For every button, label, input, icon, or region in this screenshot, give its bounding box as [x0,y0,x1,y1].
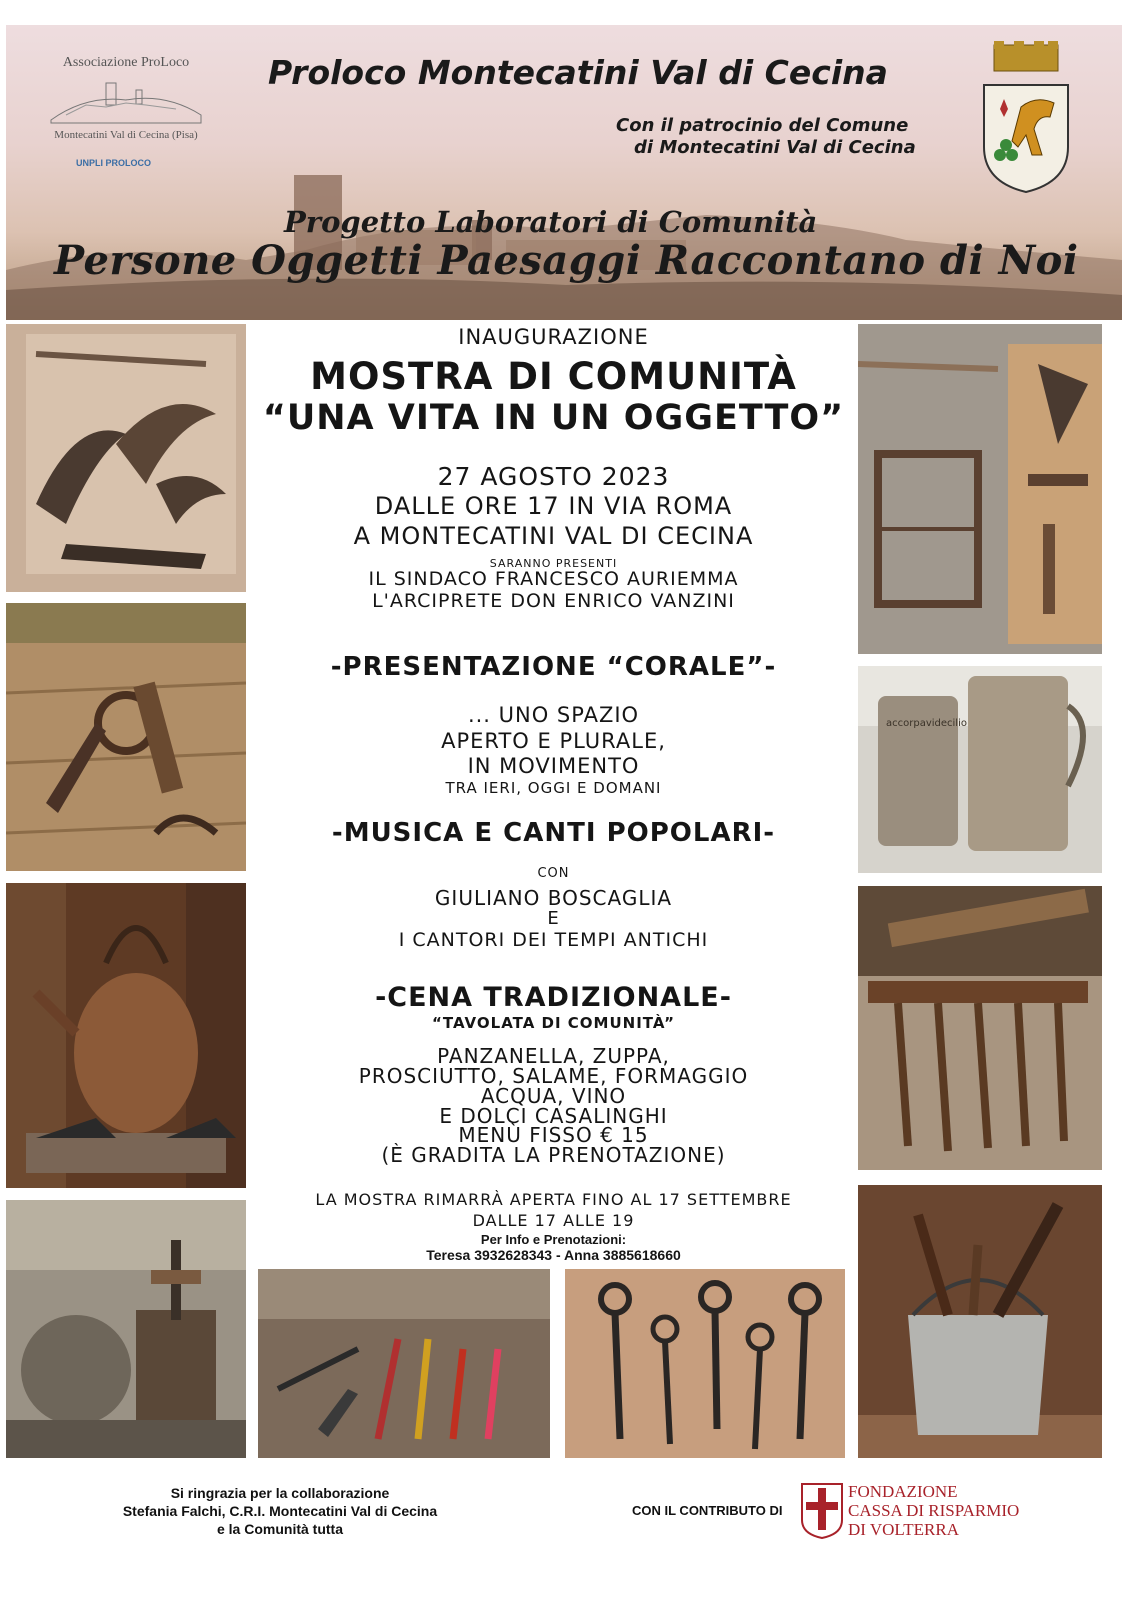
municipal-crest-icon [976,37,1076,197]
photo-hand-tools [258,1269,550,1458]
event-subtitle: “UNA VITA IN UN OGGETTO” [262,398,845,438]
thanks-line-1: Si ringrazia per la collaborazione [170,1485,390,1501]
menu-line-4: E DOLCI CASALINGHI [439,1104,668,1128]
fondazione-logo [800,1482,1050,1540]
menu-price: MENÙ FISSO € 15 [458,1123,649,1147]
event-town: A MONTECATINI VAL DI CECINA [353,522,754,550]
menu-line-2: PROSCIUTTO, SALAME, FORMAGGIO [358,1064,749,1088]
musica-with: CON [537,866,570,881]
photo-wine-press [6,1200,246,1458]
page-title: Proloco Montecatini Val di Cecina [268,53,888,92]
fondazione-line-1: FONDAZIONE [848,1482,958,1501]
photo-iron-tools-table [6,603,246,871]
photo-pewter-mugs [858,666,1102,873]
menu-line-1: PANZANELLA, ZUPPA, [437,1044,670,1068]
contacts-phones: Teresa 3932628343 - Anna 3885618660 [426,1247,681,1263]
cena-heading: -CENA TRADIZIONALE- [375,982,732,1013]
mug-inscription: accorpavidecilio [886,718,967,729]
header-banner [6,25,1122,320]
musica-heading: -MUSICA E CANTI POPOLARI- [331,818,776,848]
photo-saws-wall [858,324,1102,654]
musica-artist-1: GIULIANO BOSCAGLIA [434,886,673,910]
corale-line-1: ... UNO SPAZIO [467,703,640,727]
event-time-place: DALLE ORE 17 IN VIA ROMA [374,492,733,520]
event-kicker: INAUGURAZIONE [458,325,649,349]
menu-booking: (È GRADITA LA PRENOTAZIONE) [381,1143,726,1167]
event-date: 27 AGOSTO 2023 [437,462,670,491]
photo-plough-tines [858,886,1102,1170]
patronage-line-2: di Montecatini Val di Cecina [634,137,916,158]
project-subtitle: Persone Oggetti Paesaggi Raccontano di Noi [54,237,1079,284]
unpli-logo: UNPLI PROLOCO [76,158,152,168]
photo-metal-bucket [858,1185,1102,1458]
musica-and: E [547,908,560,929]
musica-artist-2: I CANTORI DEI TEMPI ANTICHI [398,929,709,951]
guest-mayor: IL SINDACO FRANCESCO AURIEMMA [368,568,739,590]
corale-line-2: APERTO E PLURALE, [441,729,666,753]
contacts-label: Per Info e Prenotazioni: [480,1232,627,1247]
corale-line-3: IN MOVIMENTO [467,754,640,778]
fondazione-crest-icon [800,1482,844,1540]
project-name: Progetto Laboratori di Comunità [284,205,818,239]
proloco-association-logo [36,55,216,141]
corale-line-4: TRA IERI, OGGI E DOMANI [445,779,662,797]
cena-subheading: “TAVOLATA DI COMUNITÀ” [432,1014,675,1032]
fondazione-line-3: DI VOLTERRA [848,1520,959,1539]
exhibition-open-until: LA MOSTRA RIMARRÀ APERTA FINO AL 17 SETTEMBRE [315,1190,792,1209]
fondazione-line-2: CASSA DI RISPARMIO [848,1501,1020,1520]
acknowledgements [60,1484,500,1538]
guest-priest: L'ARCIPRETE DON ENRICO VANZINI [372,590,735,612]
event-title: MOSTRA DI COMUNITÀ [310,355,797,398]
thanks-line-2: Stefania Falchi, C.R.I. Montecatini Val di Cecina [122,1503,438,1519]
presents-label: SARANNO PRESENTI [489,557,618,570]
corale-heading: -PRESENTAZIONE “CORALE”- [330,652,777,682]
exhibition-hours: DALLE 17 ALLE 19 [472,1211,635,1230]
thanks-line-3: e la Comunità tutta [216,1521,343,1537]
village-sketch-icon [46,75,206,125]
photo-sickles [6,324,246,592]
contribution-label: CON IL CONTRIBUTO DI [632,1503,783,1518]
assoc-name: Associazione ProLoco [62,55,190,70]
assoc-town: Montecatini Val di Cecina (Pisa) [54,129,198,141]
photo-old-keys [565,1269,845,1458]
photo-copper-kettle [6,883,246,1188]
patronage-line-1: Con il patrocinio del Comune [616,115,909,136]
menu-line-3: ACQUA, VINO [480,1084,627,1108]
